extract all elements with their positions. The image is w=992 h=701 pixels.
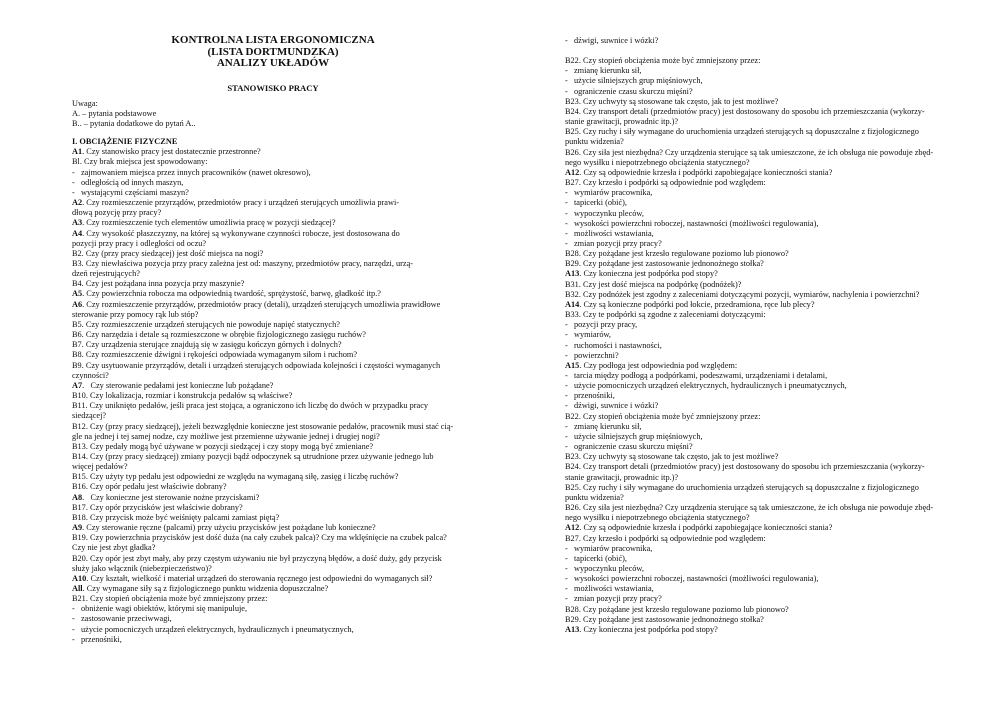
question-line: - przenośniki, (565, 391, 615, 401)
question-line: punktu widzenia? (565, 492, 624, 502)
question-line: siedzącej? (72, 411, 107, 421)
question-line: - wymiarów pracownika, (565, 188, 653, 198)
question-line: służy jako włącznik (niebezpieczeństwo)? (72, 563, 212, 573)
question-line: B4. Czy jest pożądana inna pozycja przy maszynie? (72, 279, 245, 289)
question-line: - wymiarów pracownika, (565, 543, 653, 553)
question-line: B20. Czy opór jest zbyt mały, aby przy częstym używaniu nie był przyczyną błędów, a dość duży, gdy przycisk (72, 553, 442, 563)
question-line: - powierzchni? (565, 350, 619, 360)
question-line: stanie grawitacji, prowadnic itp.)? (565, 472, 679, 482)
question-line: A1. Czy stanowisko pracy jest dostatecznie przestronne? (72, 147, 261, 157)
question-line: - dźwigi, suwnice i wózki? (565, 36, 659, 45)
question-line: B9. Czy usytuowanie przyrządów, detali i urządzeń sterujących odpowiada kolejności i częstości wymaganych (72, 360, 441, 370)
question-line: B29. Czy pożądane jest zastosowanie jednonożnego stołka? (565, 614, 764, 624)
question-line: B22. Czy stopień obciążenia może być zmniejszony przez: (565, 56, 761, 66)
question-line: B31. Czy jest dość miejsca na podpórkę (podnóżek)? (565, 279, 742, 289)
question-line: dzeń rejestrujących? (72, 269, 140, 279)
question-line: - ograniczenie czasu skurczu mięśni? (565, 442, 693, 452)
question-line: gle na jednej i tej samej nodze, czy możliwe jest przemienne używanie jednej i drugiej nogi? (72, 431, 380, 441)
question-line: - odległością od innych maszyn, (72, 177, 184, 187)
question-line: - przenośniki, (72, 634, 122, 644)
question-line: - obniżenie wagi obiektów, którymi się manipuluje, (72, 604, 248, 614)
document-title (72, 35, 474, 70)
left-column (72, 35, 474, 645)
question-line: B33. Czy te podpórki są zgodne z zaleceniami dotyczącymi: (565, 310, 766, 320)
question-line: - zajmowaniem miejsca przez innych pracowników (nawet okresowo), (72, 167, 311, 177)
question-line: B26. Czy siła jest niezbędna? Czy urządzenia sterujące są tak umieszczone, że ich obsługa nie powoduje zbęd- (565, 503, 934, 513)
question-line: A3. Czy rozmieszczenie tych elementów umożliwia pracę w pozycji siedzącej? (72, 218, 336, 228)
question-line: A10. Czy kształt, wielkość i materiał urządzeń do sterowania ręcznego jest odpowiedni do wymaganych sił? (72, 573, 433, 583)
note-line: A. – pytania podstawowe (72, 108, 157, 118)
section-heading: I. OBCIĄŻENIE FIZYCZNE (72, 137, 178, 147)
question-line: - możliwości wstawiania, (565, 228, 654, 238)
question-line: B17. Czy opór przycisków jest właściwie dobrany? (72, 502, 243, 512)
question-line: dłową pozycję przy pracy? (72, 208, 162, 218)
title-line-3: ANALIZY UKŁADÓW (216, 57, 330, 69)
question-line: - zmian pozycji przy pracy? (565, 238, 662, 248)
question-line: - dźwigi, suwnice i wózki? (565, 401, 659, 411)
question-line: B16. Czy opór pedału jest właściwie dobrany? (72, 482, 227, 492)
question-line: - tapicerki (obić), (565, 198, 627, 208)
question-line: stanie grawitacji, prowadnic itp.)? (565, 117, 679, 127)
question-line: nego wysiłku i niepotrzebnego obciążenia statycznego? (565, 157, 750, 167)
question-line: A4. Czy wysokość płaszczyzny, na której są wykonywane czynności robocze, jest dostosowana do (72, 228, 400, 238)
question-line: B21. Czy stopień obciążenia może być zmniejszony przez: (72, 594, 268, 604)
question-line: A13. Czy konieczna jest podpórka pod stopy? (565, 624, 718, 634)
question-line: punktu widzenia? (565, 137, 624, 147)
question-line: A5. Czy powierzchnia robocza ma odpowiednią twardość, sprężystość, barwę, gładkość itp.? (72, 289, 381, 299)
question-line: czynności? (72, 370, 109, 380)
question-line: B6. Czy narzędzia i detale są rozmieszczone w obrębie fizjologicznego zasięgu ruchów? (72, 330, 366, 340)
question-line: B32. Czy podnóżek jest zgodny z zaleceniami dotyczącymi pozycji, wymiarów, nachylenia i powierzchni? (565, 289, 920, 299)
question-line: B7. Czy urządzenia sterujące znajdują się w zasięgu kończyn górnych i dolnych? (72, 340, 342, 350)
question-line: A14. Czy są konieczne podpórki pod łokcie, przedramiona, ręce lub plecy? (565, 299, 815, 309)
question-line: pozycji przy pracy i odległości od oczu? (72, 238, 207, 248)
question-line: B5. Czy rozmieszczenie urządzeń sterujących nie powoduje napięć statycznych? (72, 319, 340, 329)
question-line: więcej pedałów? (72, 462, 128, 472)
question-line: B19. Czy powierzchnia przycisków jest dość duża (na cały czubek palca)? Czy ma wklęśnięcie na czubek palca? (72, 533, 447, 543)
question-line: - użycie silniejszych grup mięśniowych, (565, 76, 703, 86)
question-line: - wypoczynku pleców, (565, 208, 644, 218)
question-line: B24. Czy transport detali (przedmiotów pracy) jest dostosowany do sposobu ich przemieszczania (wykorzy- (565, 106, 925, 116)
question-line: nego wysiłku i niepotrzebnego obciążenia statycznego? (565, 513, 750, 523)
question-line: B10. Czy lokalizacja, rozmiar i konstrukcja pedałów są właściwe? (72, 391, 293, 401)
question-line: B11. Czy uniknięto pedałów, jeśli praca jest stojąca, a ograniczono ich liczbę do dwóch w przypadku pracy (72, 401, 429, 411)
question-line: - wypoczynku pleców, (565, 563, 644, 573)
question-line: - wysokości powierzchni roboczej, nastawności (możliwości regulowania), (565, 218, 819, 228)
question-line: - tarcia między podłogą a podpórkami, podeszwami, urządzeniami i detalami, (565, 371, 828, 380)
question-line: - użycie silniejszych grup mięśniowych, (565, 431, 703, 441)
question-line: B26. Czy siła jest niezbędna? Czy urządzenia sterujące są tak umieszczone, że ich obsługa nie powoduje zbęd- (565, 147, 934, 157)
question-line: A8. Czy konieczne jest sterowanie nożne przyciskami? (72, 492, 260, 502)
question-line: B23. Czy uchwyty są stosowane tak często, jak to jest możliwe? (565, 96, 779, 106)
question-line: B24. Czy transport detali (przedmiotów pracy) jest dostosowany do sposobu ich przemieszczania (wykorzy- (565, 462, 925, 472)
question-line: - tapicerki (obić), (565, 553, 627, 563)
question-line: - możliwości wstawiania, (565, 584, 654, 594)
question-line: A2. Czy rozmieszczenie przyrządów, przedmiotów pracy i urządzeń sterujących umożliwia prawi- (72, 198, 400, 208)
question-line: B27. Czy krzesło i podpórki są odpowiednie pod względem: (565, 533, 766, 543)
question-line: - ruchomości i nastawności, (565, 340, 662, 350)
question-line: B25. Czy ruchy i siły wymagane do uruchomienia urządzeń sterujących są dopuszczalne z fizjologicznego (565, 482, 919, 492)
question-line: B2. Czy (przy pracy siedzącej) jest dość miejsca na nogi? (72, 248, 264, 258)
question-line: A13. Czy konieczna jest podpórka pod stopy? (565, 269, 718, 279)
question-line: B15. Czy użyty typ pedału jest odpowiedni ze względu na wymaganą siłę, zasięg i liczbę ruchów? (72, 472, 399, 482)
question-line: - wymiarów, (565, 330, 612, 340)
question-line: B22. Czy stopień obciążenia może być zmniejszony przez: (565, 411, 761, 421)
question-line: All. Czy wymagane siły są z fizjologicznego punktu widzenia dopuszczalne? (72, 584, 329, 593)
question-line: B28. Czy pożądane jest krzesło regulowane poziomo lub pionowo? (565, 604, 789, 614)
question-line: - zmian pozycji przy pracy? (565, 594, 662, 604)
question-line: - ograniczenie czasu skurczu mięśni? (565, 86, 693, 96)
question-line: B8. Czy rozmieszczenie dźwigni i rękojeści odpowiada wymaganym siłom i ruchom? (72, 350, 358, 360)
question-line: B25. Czy ruchy i siły wymagane do uruchomienia urządzeń sterujących są dopuszczalne z fizjologicznego (565, 127, 919, 137)
question-line: A15. Czy podłoga jest odpowiednia pod względem: (565, 360, 738, 370)
right-question-list (565, 36, 945, 635)
question-line: Czy nie jest zbyt gładka? (72, 543, 156, 553)
question-line: B27. Czy krzesło i podpórki są odpowiednie pod względem: (565, 178, 766, 188)
note-line: Uwaga: (72, 98, 98, 108)
question-line: A7. Czy sterowanie pedałami jest konieczne lub pożądane? (72, 380, 274, 390)
question-line: B14. Czy (przy pracy siedzącej) zmiany pozycji bądź odpoczynek są utrudnione przez używanie jednego lub (72, 451, 434, 461)
document-subtitle: STANOWISKO PRACY (227, 82, 319, 93)
question-line: A6. Czy rozmieszczenie przyrządów, przedmiotów pracy (detali), urządzeń sterujących umożliwia prawidłowe (72, 299, 441, 309)
question-line (565, 46, 945, 56)
question-line: B3. Czy niewłaściwa pozycja przy pracy zależna jest od: maszyny, przedmiotów pracy, narzędzi, urzą- (72, 259, 414, 268)
question-line: B29. Czy pożądane jest zastosowanie jednonożnego stołka? (565, 259, 764, 269)
question-line: A9. Czy sterowanie ręczne (palcami) przy użyciu przycisków jest pożądane lub konieczne? (72, 523, 376, 533)
question-line: Bl. Czy brak miejsca jest spowodowany: (72, 157, 208, 167)
question-line: - pozycji przy pracy, (565, 320, 638, 330)
right-column (565, 36, 945, 635)
question-line: - zmianę kierunku sił, (565, 421, 642, 431)
question-line: B28. Czy pożądane jest krzesło regulowane poziomo lub pionowo? (565, 249, 789, 259)
note-block (72, 99, 474, 129)
question-line: A12. Czy są odpowiednie krzesła i podpórki zapobiegające konieczności stania? (565, 167, 833, 177)
question-line: - zastosowanie przeciwwagi, (72, 614, 172, 624)
title-line-2: (LISTA DORTMUNDZKA) (207, 45, 339, 58)
left-question-list (72, 147, 474, 645)
question-line: sterowanie przy pomocy rąk lub stóp? (72, 309, 199, 319)
question-line: - użycie pomocniczych urządzeń elektrycznych, hydraulicznych i pneumatycznych, (72, 624, 354, 634)
question-line: - użycie pomocniczych urządzeń elektrycznych, hydraulicznych i pneumatycznych, (565, 381, 847, 391)
question-line: B23. Czy uchwyty są stosowane tak często, jak to jest możliwe? (565, 452, 779, 462)
question-line: A12. Czy są odpowiednie krzesła i podpórki zapobiegające konieczności stania? (565, 523, 833, 533)
question-line: - wystającymi częściami maszyn? (72, 187, 189, 197)
note-line: B.. – pytania dodatkowe do pytań A.. (72, 118, 196, 128)
question-line: B12. Czy (przy pracy siedzącej), jeżeli bezwzględnie konieczne jest stosowanie pedałów, pracownik musi stać cią- (72, 421, 454, 431)
question-line: B13. Czy pedały mogą być używane w pozycji siedzącej i czy stopy mogą być zmieniane? (72, 441, 374, 451)
question-line: B18. Czy przycisk może być weiśnięty palcami zamiast piętą? (72, 512, 280, 522)
question-line: - wysokości powierzchni roboczej, nastawności (możliwości regulowania), (565, 574, 819, 584)
title-line-1: KONTROLNA LISTA ERGONOMICZNA (171, 34, 375, 46)
question-line: - zmianę kierunku sił, (565, 66, 642, 76)
